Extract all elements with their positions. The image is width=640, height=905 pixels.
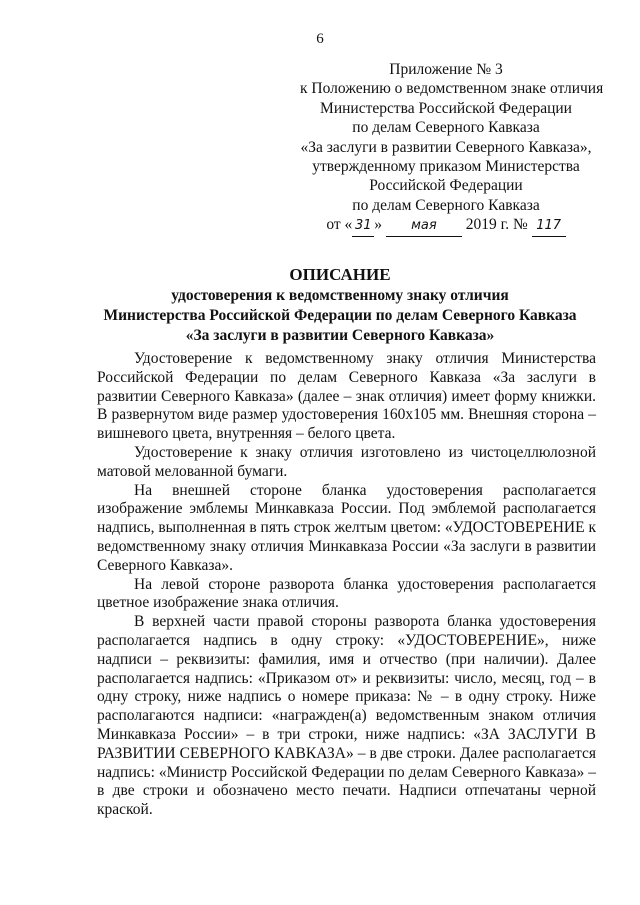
order-date-line <box>300 215 592 236</box>
appendix-line: «За заслуги в развитии Северного Кавказа», <box>300 138 592 156</box>
order-number: 117 <box>532 216 566 236</box>
date-mid: » <box>374 216 383 234</box>
appendix-line: Министерства Российской Федерации <box>320 99 572 117</box>
appendix-line: утвержденному приказом Министерства <box>312 158 580 176</box>
appendix-line: по делам Северного Кавказа <box>352 119 540 137</box>
date-prefix: от « <box>326 216 353 234</box>
appendix-line: к Положению о ведомственном знаке отличия <box>300 80 604 98</box>
paragraph: На внешней стороне бланка удостоверения располагается изображение эмблемы Минкавказа России. Под эмблемой располагается надпись, выполненная в пять строк желтым цветом: «УДОСТОВЕРЕНИЕ к ведомственному знаку отличия Минкавказа России «За заслуги в развитии Северного Кавказа». <box>97 481 596 574</box>
title-line: «За заслуги в развитии Северного Кавказа» <box>185 327 495 344</box>
appendix-header <box>300 60 604 237</box>
date-month: мая <box>386 216 462 236</box>
date-year: 2019 г. № <box>465 216 528 234</box>
paragraph: Удостоверение к знаку отличия изготовлено из чистоцеллюлозной матовой мелованной бумаги. <box>97 443 596 480</box>
appendix-line: по делам Северного Кавказа <box>352 196 540 214</box>
paragraph: В верхней части правой стороны разворота бланка удостоверения располагается надпись в одну строку: «УДОСТОВЕРЕНИЕ», ниже надписи – реквизиты: фамилия, имя и отчество (при наличии). Далее располагается надпись: «Приказом от» и реквизиты: число, месяц, год – в одну строку, ниже надпись о номере приказа: № – в одну строку. Ниже располагаются надписи: «награжден(а) ведомственным знаком отличия Минкавказа России» – в три строки, ниже надпись: «ЗА ЗАСЛУГИ В РАЗВИТИИ СЕВЕРНОГО КАВКАЗА» – в две строки. Далее располагается надпись: «Министр Российской Федерации по делам Северного Кавказа» – в две строки и обозначено место печати. Надписи отпечатаны черной краской. <box>97 613 596 819</box>
document-title <box>60 264 620 346</box>
appendix-line: Приложение № 3 <box>389 61 503 78</box>
paragraph: Удостоверение к ведомственному знаку отличия Министерства Российской Федерации по делам Северного Кавказа «За заслуги в развитии Северного Кавказа» (далее – знак отличия) имеет форму книжки. В развернутом виде размер удостоверения 160x105 мм. Внешняя сторона – вишневого цвета, внутренняя – белого цвета. <box>97 350 596 443</box>
date-day: 31 <box>352 216 374 236</box>
appendix-line: Российской Федерации <box>369 177 523 195</box>
document-body <box>97 350 596 820</box>
title-line: удостоверения к ведомственному знаку отличия <box>171 287 509 304</box>
paragraph: На левой стороне разворота бланка удостоверения располагается цветное изображение знака отличия. <box>97 575 596 612</box>
title-line: Министерства Российской Федерации по делам Северного Кавказа <box>103 307 577 324</box>
title-main: ОПИСАНИЕ <box>289 265 391 284</box>
page-number: 6 <box>316 31 324 47</box>
